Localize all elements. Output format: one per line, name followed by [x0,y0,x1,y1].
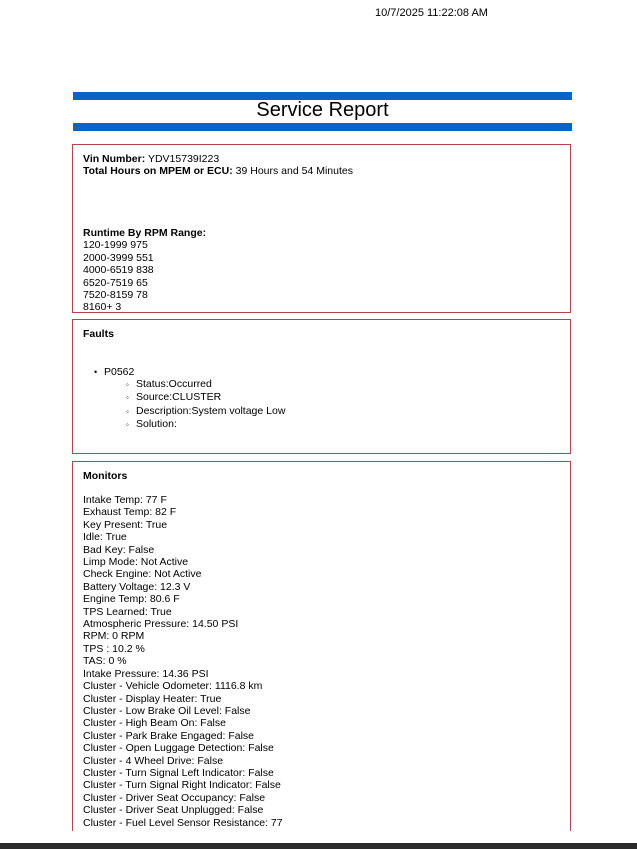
runtime-row: 4000-6519 838 [83,264,154,277]
faults-section [72,319,571,454]
fault-detail-text: Solution: [136,418,177,431]
page-title: Service Report [256,99,389,121]
page-bottom-edge [0,843,637,849]
monitors-heading: Monitors [83,470,128,482]
monitor-line: Atmospheric Pressure: 14.50 PSI [83,618,239,631]
fault-detail [126,404,286,418]
circle-bullet-icon: ◦ [126,393,129,403]
fault-detail [126,378,285,391]
runtime-row: 7520-8159 78 [83,289,148,302]
monitor-line: Cluster - Display Heater: True [83,692,222,705]
monitor-line: TPS : 10.2 % [83,642,145,655]
fault-detail-text: Description:System voltage Low [136,404,286,417]
runtime-row: 2000-3999 551 [83,251,154,264]
monitor-line: Key Present: True [83,518,168,531]
vin-label: Vin Number: [83,153,146,165]
vin-row [83,153,219,165]
monitor-line: Cluster - High Beam On: False [83,717,226,730]
monitor-line: Intake Temp: 77 F [83,494,167,506]
vin-value: YDV15739I223 [147,153,220,165]
monitor-line: Cluster - Open Luggage Detection: False [83,742,274,755]
monitor-line: Intake Pressure: 14.36 PSI [83,667,209,680]
runtime-row: 8160+ 3 [83,301,122,314]
circle-bullet-icon: ◦ [126,380,129,389]
total-hours-label: Total Hours on MPEM or ECU: [83,165,233,177]
monitor-line: Cluster - Vehicle Odometer: 1116.8 km [83,680,263,693]
total-hours-value: 39 Hours and 54 Minutes [235,165,353,177]
runtime-row: 120-1999 975 [83,239,148,252]
monitor-line: Cluster - Driver Seat Unplugged: False [83,804,264,817]
vehicle-info-section [72,144,571,313]
monitor-line: Cluster - Turn Signal Left Indicator: False [83,766,274,779]
header-bottom-bar [73,123,572,131]
monitor-line: Cluster - Fuel Level Sensor Resistance: 77 [83,816,283,829]
monitor-list [83,494,283,829]
monitor-line: Idle: True [83,531,127,544]
report-timestamp: 10/7/2025 11:22:08 AM [375,7,488,19]
monitor-line: Engine Temp: 80.6 F [83,593,180,606]
total-hours-row [83,165,353,177]
monitor-line: TPS Learned: True [83,605,172,618]
fault-code: P0562 [104,366,135,378]
monitor-line: Cluster - Driver Seat Occupancy: False [83,791,266,804]
monitors-section [72,461,571,831]
monitor-line: Cluster - 4 Wheel Drive: False [83,754,224,767]
runtime-block [83,227,206,314]
monitor-line: TAS: 0 % [83,655,127,668]
monitor-line: Bad Key: False [83,543,155,556]
monitor-line: Exhaust Temp: 82 F [83,506,177,519]
monitor-line: Cluster - Park Brake Engaged: False [83,729,254,742]
fault-detail-text: Source:CLUSTER [136,391,222,404]
monitor-line: RPM: 0 RPM [83,630,145,643]
fault-details [126,378,286,432]
monitor-line: Check Engine: Not Active [83,568,202,581]
monitor-line: Cluster - Turn Signal Right Indicator: False [83,779,281,792]
fault-detail-text: Status:Occurred [136,378,212,390]
monitor-line: Limp Mode: Not Active [83,556,189,569]
circle-bullet-icon: ◦ [126,420,129,430]
monitor-line: Battery Voltage: 12.3 V [83,580,191,593]
faults-heading: Faults [83,328,114,340]
circle-bullet-icon: ◦ [126,406,129,416]
runtime-row: 6520-7519 65 [83,276,148,289]
monitor-line: Cluster - Low Brake Oil Level: False [83,704,251,717]
bullet-icon: • [94,367,98,377]
fault-detail [126,391,285,404]
fault-detail [126,418,285,431]
fault-item [94,366,135,378]
runtime-label: Runtime By RPM Range: [83,227,207,239]
